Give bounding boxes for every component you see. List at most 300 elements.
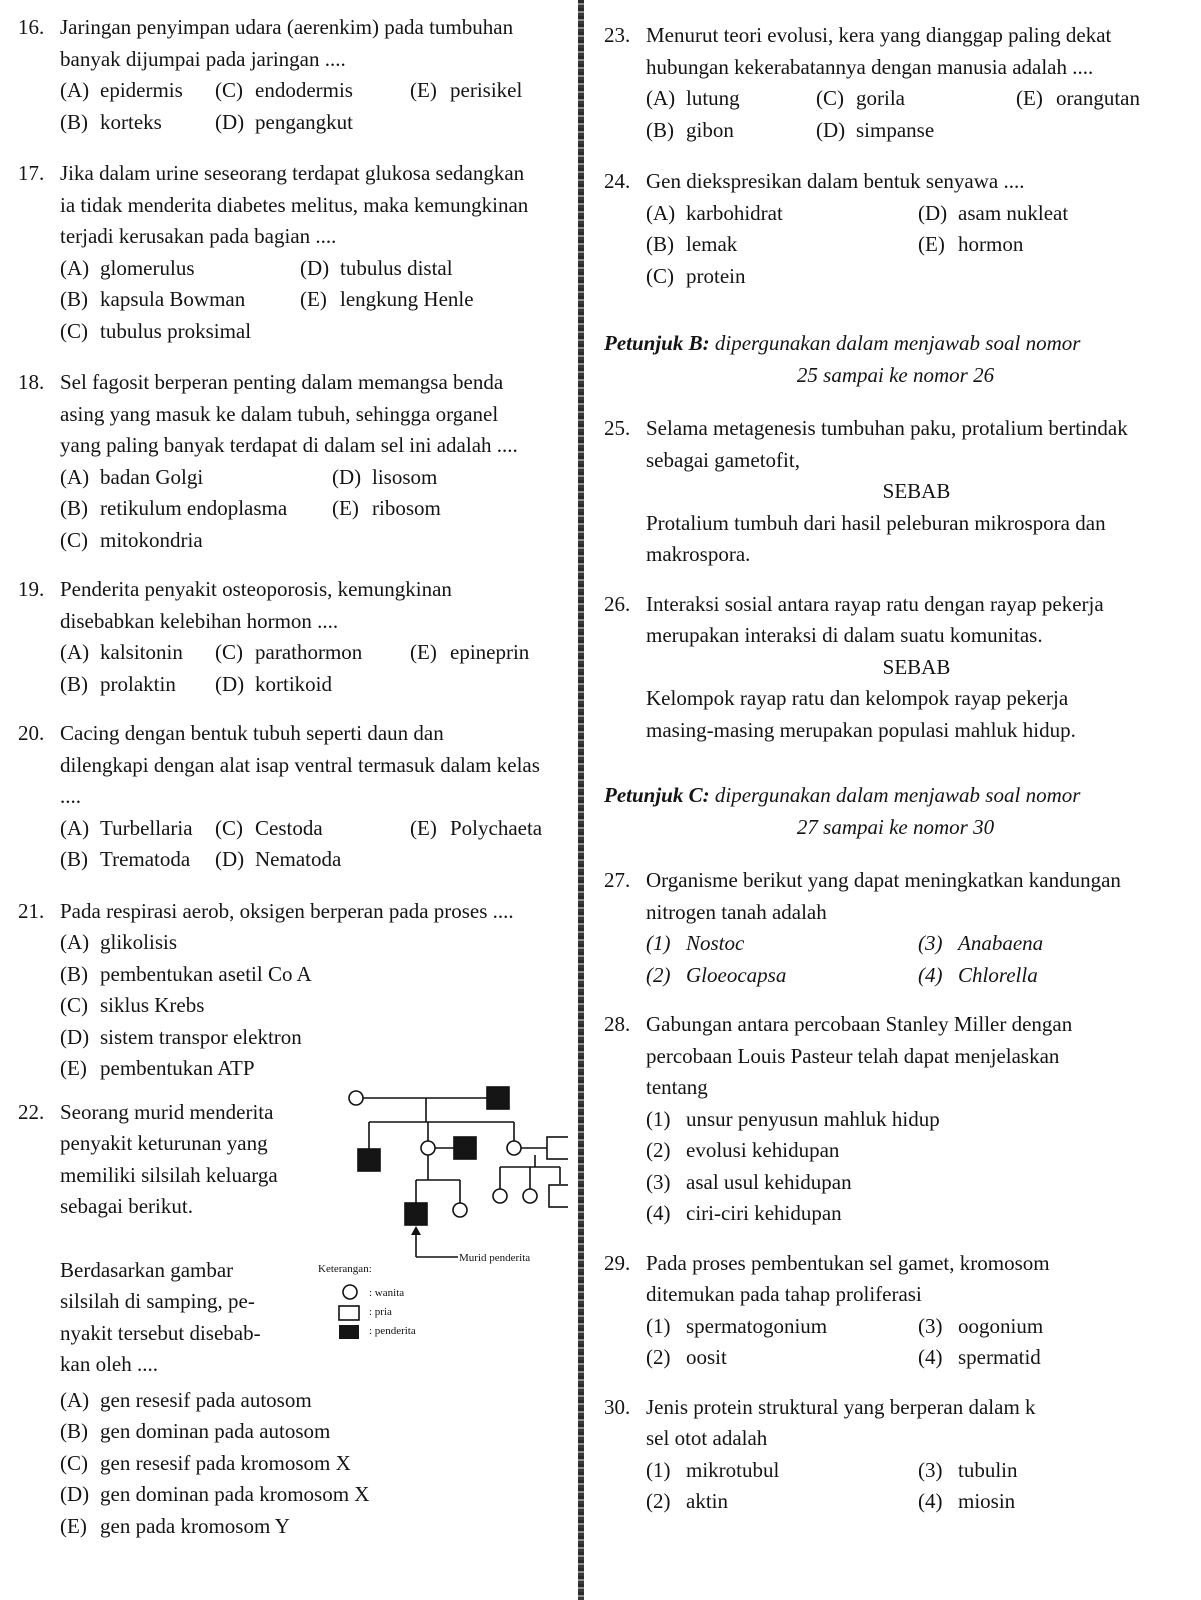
option-letter: (3) <box>918 1313 943 1338</box>
stem-line: merupakan interaksi di dalam suatu komunitas. <box>646 623 1043 647</box>
question-26 <box>604 589 1187 747</box>
option-a <box>60 813 215 845</box>
option-letter: (C) <box>646 263 674 288</box>
option-text: siklus Krebs <box>100 993 205 1017</box>
option-text: badan Golgi <box>100 464 204 489</box>
option-letter: (D) <box>816 117 846 142</box>
answer-options <box>60 75 570 138</box>
question-stem <box>60 367 570 462</box>
option-text: asam nukleat <box>958 200 1069 225</box>
option-e <box>410 75 570 107</box>
option-letter: (A) <box>60 640 90 664</box>
option-letter: (C) <box>215 640 243 664</box>
option-c <box>60 316 300 348</box>
option-letter: (C) <box>60 527 88 552</box>
option-letter: (B) <box>646 232 674 256</box>
answer-options <box>60 927 570 1085</box>
question-number: 19. <box>18 577 45 601</box>
question-stem <box>60 12 570 75</box>
option-1 <box>646 1104 1187 1136</box>
option-a <box>60 1385 570 1417</box>
question-number: 20. <box>18 721 45 745</box>
option-c <box>215 637 410 669</box>
legend-female-symbol <box>343 1285 357 1299</box>
option-text: orangutan <box>1056 86 1140 110</box>
stem-line: disebabkan kelebihan hormon .... <box>60 608 339 633</box>
option-letter: (D) <box>215 109 245 134</box>
option-e <box>918 229 1187 261</box>
option-text: lisosom <box>372 464 438 489</box>
question-number: 17. <box>18 161 45 185</box>
option-letter: (A) <box>646 86 676 110</box>
question-21 <box>18 896 570 1085</box>
stem-line: asing yang masuk ke dalam tubuh, sehingga organel <box>60 401 499 426</box>
option-letter: (D) <box>60 1482 90 1506</box>
question-22 <box>18 1097 570 1543</box>
option-letter: (3) <box>918 1457 943 1482</box>
instruction-line <box>604 328 1187 360</box>
option-e <box>60 1053 570 1085</box>
option-text: aktin <box>686 1489 728 1513</box>
stem-line: ditemukan pada tahap proliferasi <box>646 1282 922 1306</box>
question-19 <box>18 574 570 700</box>
option-text: Nematoda <box>255 847 342 871</box>
instruction-label: Petunjuk C: <box>604 783 710 807</box>
answer-options <box>646 1104 1187 1230</box>
legend-male-symbol <box>339 1306 359 1320</box>
option-letter: (D) <box>918 200 948 225</box>
question-27 <box>604 865 1187 991</box>
option-text: mitokondria <box>100 527 203 552</box>
option-d <box>332 462 570 494</box>
stem-line: Jaringan penyimpan udara (aerenkim) pada tumbuhan <box>60 15 514 39</box>
option-text: mikrotubul <box>686 1457 780 1482</box>
question-number: 25. <box>604 416 631 440</box>
question-stem <box>646 589 1187 652</box>
reason-line: Kelompok rayap ratu dan kelompok rayap pekerja <box>646 686 1069 710</box>
option-letter: (A) <box>60 815 90 840</box>
spacer <box>60 1223 290 1255</box>
option-1 <box>646 1311 918 1343</box>
option-letter: (C) <box>60 993 88 1017</box>
option-letter: (E) <box>60 1513 87 1538</box>
question-stem <box>646 20 1187 83</box>
option-text: spermatogonium <box>686 1313 828 1338</box>
sebab-label: SEBAB <box>882 654 951 679</box>
question-18 <box>18 367 570 556</box>
option-letter: (4) <box>918 1489 943 1513</box>
question-stem <box>60 158 570 253</box>
option-text: perisikel <box>450 78 523 102</box>
option-text: tubulus proksimal <box>100 318 252 343</box>
question-number: 23. <box>604 23 631 47</box>
option-text: karbohidrat <box>686 200 783 225</box>
stem-line: terjadi kerusakan pada bagian .... <box>60 224 337 248</box>
stem-line: percobaan Louis Pasteur telah dapat menjelaskan <box>646 1043 1060 1068</box>
question-number: 26. <box>604 591 631 616</box>
option-letter: (1) <box>646 1106 671 1131</box>
option-d <box>215 107 410 139</box>
option-letter: (B) <box>60 1419 88 1443</box>
pedigree-female <box>453 1203 467 1217</box>
option-letter: (D) <box>215 671 245 696</box>
stem-line: Menurut teori evolusi, kera yang dianggap paling dekat <box>646 23 1112 47</box>
option-b <box>60 669 215 701</box>
instruction-block <box>604 780 1187 843</box>
option-text: pengangkut <box>255 109 353 134</box>
stem-line: dilengkapi dengan alat isap ventral termasuk dalam kelas <box>60 752 540 777</box>
option-letter: (3) <box>918 931 943 955</box>
option-text: epineprin <box>450 640 530 664</box>
question-number: 21. <box>18 898 45 923</box>
option-text: gen resesif pada kromosom X <box>100 1450 351 1475</box>
option-e <box>332 493 570 525</box>
option-text: kapsula Bowman <box>100 287 246 311</box>
stem-line: sebagai berikut. <box>60 1194 193 1218</box>
option-text: korteks <box>100 109 162 134</box>
pedigree-female <box>493 1189 507 1203</box>
stem-line: hubungan kekerabatannya dengan manusia adalah .... <box>646 54 1094 79</box>
pedigree-affected-male <box>454 1137 476 1159</box>
stem-line: silsilah di samping, pe- <box>60 1289 255 1313</box>
option-c <box>816 83 1016 115</box>
stem-line: Berdasarkan gambar <box>60 1257 234 1282</box>
option-a <box>60 462 332 494</box>
option-text: oogonium <box>958 1313 1044 1338</box>
option-text: Gloeocapsa <box>686 962 787 987</box>
option-text: hormon <box>958 232 1024 256</box>
answer-options <box>646 198 1187 293</box>
option-text: Anabaena <box>958 931 1044 955</box>
answer-options <box>60 253 570 348</box>
option-letter: (C) <box>215 815 243 840</box>
question-stem <box>60 718 570 813</box>
question-number: 16. <box>18 15 45 39</box>
question-stem <box>646 166 1187 198</box>
left-column <box>18 12 570 1542</box>
stem-line: .... <box>60 784 81 808</box>
question-16 <box>18 12 570 138</box>
option-d <box>215 669 410 701</box>
option-2 <box>646 1342 918 1374</box>
option-a <box>60 637 215 669</box>
option-text: glikolisis <box>100 930 178 954</box>
option-letter: (1) <box>646 931 671 955</box>
question-23 <box>604 20 1187 146</box>
question-number: 24. <box>604 169 631 193</box>
option-b <box>60 493 332 525</box>
option-2 <box>646 1135 1187 1167</box>
option-text: sistem transpor elektron <box>100 1024 302 1049</box>
stem-line: Pada proses pembentukan sel gamet, kromosom <box>646 1250 1050 1275</box>
option-text: Trematoda <box>100 847 191 871</box>
option-letter: (B) <box>60 109 88 134</box>
option-e <box>300 284 570 316</box>
option-letter: (B) <box>60 496 88 520</box>
option-letter: (E) <box>60 1056 87 1080</box>
option-letter: (E) <box>1016 86 1043 110</box>
option-a <box>646 198 918 230</box>
option-letter: (E) <box>332 496 359 520</box>
legend-affected-symbol <box>339 1325 359 1339</box>
option-letter: (B) <box>60 847 88 871</box>
option-3 <box>918 928 1187 960</box>
question-stem <box>60 1097 290 1381</box>
option-d <box>918 198 1187 230</box>
option-text: lengkung Henle <box>340 287 474 311</box>
option-text: Polychaeta <box>450 815 543 840</box>
option-a <box>60 927 570 959</box>
option-letter: (B) <box>60 287 88 311</box>
stem-line: Jika dalam urine seseorang terdapat glukosa sedangkan <box>60 161 525 185</box>
option-text: Nostoc <box>686 931 745 955</box>
pedigree-female <box>523 1189 537 1203</box>
option-b <box>60 844 215 876</box>
option-letter: (3) <box>646 1169 671 1194</box>
right-column <box>604 12 1187 1518</box>
option-text: Chlorella <box>958 962 1038 987</box>
option-d <box>60 1022 570 1054</box>
option-letter: (A) <box>60 255 90 280</box>
legend-label: : penderita <box>369 1324 416 1337</box>
question-stem <box>646 413 1187 476</box>
option-c <box>646 261 918 293</box>
option-a <box>646 83 816 115</box>
option-2 <box>646 960 918 992</box>
option-text: endodermis <box>255 78 353 102</box>
option-c <box>60 525 332 557</box>
stem-line: Organisme berikut yang dapat meningkatkan kandungan <box>646 868 1121 892</box>
option-letter: (E) <box>410 78 437 102</box>
sebab-label: SEBAB <box>882 479 951 503</box>
option-b <box>60 1416 570 1448</box>
question-stem <box>646 1392 1187 1455</box>
question-number: 27. <box>604 868 631 892</box>
option-letter: (A) <box>60 78 90 102</box>
pedigree-affected-male <box>358 1149 380 1171</box>
question-stem <box>646 1248 1187 1311</box>
instruction-label: Petunjuk B: <box>604 331 710 355</box>
answer-options <box>646 83 1187 146</box>
question-29 <box>604 1248 1187 1374</box>
option-a <box>60 75 215 107</box>
option-text: kortikoid <box>255 671 332 696</box>
question-number: 28. <box>604 1012 631 1036</box>
option-letter: (E) <box>918 232 945 256</box>
question-17 <box>18 158 570 347</box>
question-24 <box>604 166 1187 292</box>
question-30 <box>604 1392 1187 1518</box>
option-text: pembentukan ATP <box>100 1056 255 1080</box>
option-letter: (B) <box>60 671 88 696</box>
option-letter: (C) <box>215 78 243 102</box>
option-1 <box>646 928 918 960</box>
stem-line: Jenis protein struktural yang berperan dalam k <box>646 1394 1036 1419</box>
option-text: simpanse <box>856 117 935 142</box>
option-c <box>215 813 410 845</box>
option-4 <box>918 1486 1187 1518</box>
question-25 <box>604 413 1187 571</box>
reason-line: makrospora. <box>646 542 751 566</box>
option-letter: (1) <box>646 1457 671 1482</box>
option-text: asal usul kehidupan <box>686 1169 852 1194</box>
option-text: unsur penyusun mahluk hidup <box>686 1106 940 1131</box>
option-text: gen pada kromosom Y <box>100 1513 290 1538</box>
option-a <box>60 253 300 285</box>
pointer-arrow <box>411 1226 421 1235</box>
option-text: evolusi kehidupan <box>686 1138 840 1162</box>
answer-options <box>646 928 1187 991</box>
stem-line: Sel fagosit berperan penting dalam memangsa benda <box>60 370 504 394</box>
stem-line: sebagai gametofit, <box>646 447 800 472</box>
option-text: retikulum endoplasma <box>100 496 288 520</box>
option-2 <box>646 1486 918 1518</box>
pedigree-female <box>349 1091 363 1105</box>
option-letter: (A) <box>60 930 90 954</box>
option-b <box>646 229 918 261</box>
stem-line: Interaksi sosial antara rayap ratu dengan rayap pekerja <box>646 591 1104 616</box>
option-3 <box>918 1311 1187 1343</box>
option-e <box>1016 83 1187 115</box>
option-text: spermatid <box>958 1345 1041 1369</box>
stem-line: tentang <box>646 1075 708 1099</box>
option-3 <box>918 1455 1187 1487</box>
option-e <box>60 1511 570 1543</box>
option-letter: (4) <box>918 962 943 987</box>
question-28 <box>604 1009 1187 1230</box>
option-letter: (C) <box>816 86 844 110</box>
option-letter: (D) <box>300 255 330 280</box>
option-text: ribosom <box>372 496 441 520</box>
option-letter: (D) <box>60 1024 90 1049</box>
option-4 <box>918 960 1187 992</box>
option-text: oosit <box>686 1345 727 1369</box>
column-divider <box>578 0 584 1600</box>
option-e <box>410 637 570 669</box>
stem-line: banyak dijumpai pada jaringan .... <box>60 46 346 71</box>
answer-options <box>60 637 570 700</box>
option-letter: (B) <box>646 117 674 142</box>
question-number: 29. <box>604 1250 631 1275</box>
option-letter: (2) <box>646 962 671 987</box>
question-20 <box>18 718 570 876</box>
option-3 <box>646 1167 1187 1199</box>
stem-line: nitrogen tanah adalah <box>646 899 827 924</box>
instruction-line <box>604 780 1187 812</box>
option-text: epidermis <box>100 78 183 102</box>
option-letter: (E) <box>300 287 327 311</box>
answer-options <box>646 1311 1187 1374</box>
option-e <box>410 813 570 845</box>
option-d <box>300 253 570 285</box>
legend-label: : pria <box>369 1305 392 1318</box>
option-letter: (E) <box>410 640 437 664</box>
option-text: lutung <box>686 86 740 110</box>
stem-line: yang paling banyak terdapat di dalam sel ini adalah .... <box>60 433 518 457</box>
question-number: 22. <box>18 1099 45 1124</box>
instruction-text: dipergunakan dalam menjawab soal nomor <box>709 783 1081 807</box>
answer-options <box>60 462 570 557</box>
stem-line: ia tidak menderita diabetes melitus, maka kemungkinan <box>60 192 529 217</box>
option-text: miosin <box>958 1489 1016 1513</box>
question-stem <box>646 865 1187 928</box>
legend-label: : wanita <box>369 1286 405 1299</box>
stem-line: Penderita penyakit osteoporosis, kemungkinan <box>60 577 452 601</box>
pedigree-affected-male <box>405 1203 427 1225</box>
pedigree-male <box>547 1137 568 1159</box>
option-letter: (C) <box>60 318 88 343</box>
option-text: ciri-ciri kehidupan <box>686 1201 842 1225</box>
option-letter: (D) <box>215 847 245 871</box>
option-text: Turbellaria <box>100 815 193 840</box>
answer-options <box>646 1455 1187 1518</box>
option-b <box>60 959 570 991</box>
option-d <box>215 844 410 876</box>
answer-options <box>60 1385 570 1543</box>
option-b <box>60 284 300 316</box>
stem-line: Cacing dengan bentuk tubuh seperti daun dan <box>60 721 444 745</box>
option-text: prolaktin <box>100 671 176 696</box>
option-letter: (C) <box>60 1450 88 1475</box>
option-text: glomerulus <box>100 255 195 280</box>
stem-line: Selama metagenesis tumbuhan paku, protalium bertindak <box>646 416 1128 440</box>
answer-options <box>60 813 570 876</box>
pointer-label: Murid penderita <box>459 1251 531 1264</box>
question-stem <box>60 896 570 928</box>
stem-line: memiliki silsilah keluarga <box>60 1162 278 1187</box>
option-text: gibon <box>686 117 734 142</box>
option-letter: (A) <box>60 464 90 489</box>
pedigree-female <box>507 1141 521 1155</box>
option-4 <box>646 1198 1187 1230</box>
option-letter: (2) <box>646 1138 671 1162</box>
option-text: gen dominan pada autosom <box>100 1419 331 1443</box>
option-letter: (1) <box>646 1313 671 1338</box>
option-letter: (A) <box>646 200 676 225</box>
question-stem <box>646 1009 1187 1104</box>
option-letter: (4) <box>918 1345 943 1369</box>
reason-line: Protalium tumbuh dari hasil peleburan mikrospora dan <box>646 510 1106 535</box>
option-text: gen resesif pada autosom <box>100 1387 312 1412</box>
stem-line: kan oleh .... <box>60 1352 158 1376</box>
option-letter: (E) <box>410 815 437 840</box>
option-b <box>60 107 215 139</box>
option-4 <box>918 1342 1187 1374</box>
stem-line: Gen diekspresikan dalam bentuk senyawa .... <box>646 169 1025 193</box>
option-text: gen dominan pada kromosom X <box>100 1482 370 1506</box>
pedigree-male <box>549 1185 568 1207</box>
question-number: 18. <box>18 370 45 394</box>
question-number: 30. <box>604 1394 631 1419</box>
question-stem <box>60 574 570 637</box>
option-d <box>60 1479 570 1511</box>
option-letter: (A) <box>60 1387 90 1412</box>
option-text: tubulus distal <box>340 255 453 280</box>
option-1 <box>646 1455 918 1487</box>
pedigree-affected-male <box>487 1087 509 1109</box>
stem-line: Seorang murid menderita <box>60 1099 274 1124</box>
option-b <box>646 115 816 147</box>
option-c <box>215 75 410 107</box>
option-letter: (B) <box>60 961 88 986</box>
option-text: tubulin <box>958 1457 1018 1482</box>
stem-line: Gabungan antara percobaan Stanley Miller dengan <box>646 1012 1073 1036</box>
option-c <box>60 990 570 1022</box>
stem-line: penyakit keturunan yang <box>60 1131 268 1155</box>
option-text: gorila <box>856 86 905 110</box>
instruction-range: 27 sampai ke nomor 30 <box>796 814 995 839</box>
option-text: Cestoda <box>255 815 323 840</box>
